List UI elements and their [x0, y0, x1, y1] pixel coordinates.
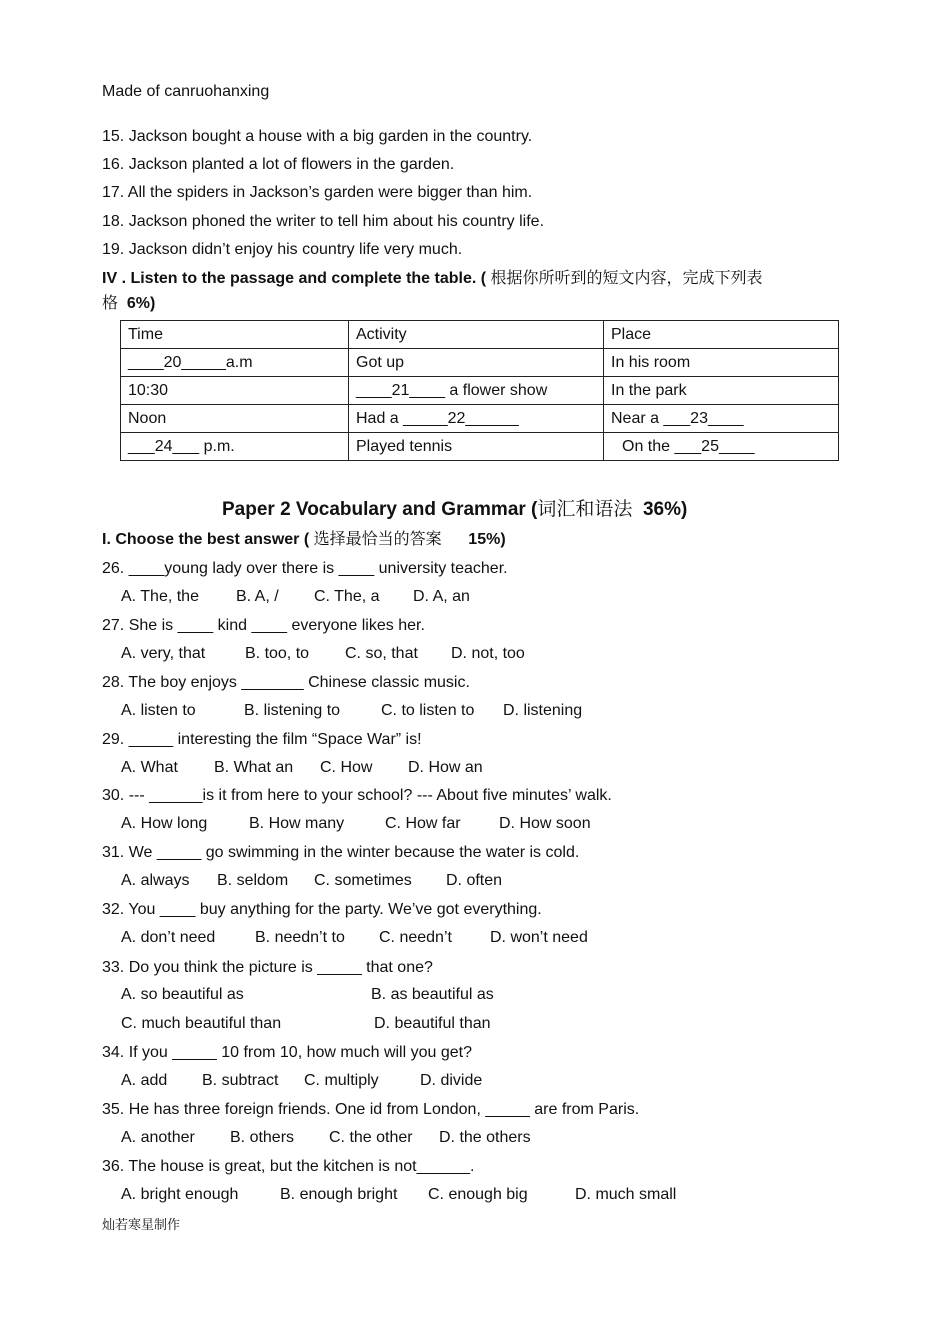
answer-option: A. don’t need	[121, 929, 216, 946]
answer-option: C. The, a	[314, 588, 380, 605]
table-cell: On the ___25____	[604, 433, 839, 461]
answer-option: A. another	[121, 1129, 195, 1146]
answer-option: D. How soon	[499, 815, 591, 832]
answer-option: A. How long	[121, 815, 208, 832]
section-iv-cn: 根据你所听到的短文内容，完成下列表	[490, 270, 763, 287]
table-cell: Had a _____22______	[349, 405, 604, 433]
answer-option: C. sometimes	[314, 872, 412, 889]
part-i-cn: 选择最恰当的答案	[313, 531, 442, 548]
answer-option: D. listening	[503, 702, 583, 719]
answer-option: D. A, an	[413, 588, 470, 605]
section-iv-en: IV . Listen to the passage and complete the table. (	[102, 270, 487, 287]
table-cell: Near a ___23____	[604, 405, 839, 433]
statement: 18. Jackson phoned the writer to tell him about his country life.	[102, 213, 545, 230]
table-cell: Played tennis	[349, 433, 604, 461]
answer-option: B. others	[230, 1129, 295, 1146]
table-cell: ___24___ p.m.	[121, 433, 349, 461]
answer-option: C. multiply	[304, 1072, 379, 1089]
answer-option: C. so, that	[345, 645, 418, 662]
table-cell: ____20_____a.m	[121, 349, 349, 377]
question-text: 31. We _____ go swimming in the winter because the water is cold.	[102, 844, 580, 861]
table-header-row	[121, 321, 839, 349]
section-iv-pct: 6%)	[126, 295, 156, 312]
answer-option: D. beautiful than	[374, 1015, 491, 1032]
section-iv-heading	[102, 270, 763, 288]
answer-option: A. bright enough	[121, 1186, 239, 1203]
section-iv-heading-cont	[102, 295, 155, 313]
question-text: 27. She is ____ kind ____ everyone likes her.	[102, 617, 425, 634]
question-text: 34. If you _____ 10 from 10, how much will you get?	[102, 1044, 472, 1061]
answer-option: A. very, that	[121, 645, 206, 662]
answer-option: C. How	[320, 759, 373, 776]
section-iv-cn2: 格	[102, 295, 119, 312]
statement: 15. Jackson bought a house with a big garden in the country.	[102, 128, 533, 145]
answer-option: C. much beautiful than	[121, 1015, 282, 1032]
table-cell: Noon	[121, 405, 349, 433]
table-row	[121, 349, 839, 377]
answer-option: B. as beautiful as	[371, 986, 494, 1003]
question-text: 33. Do you think the picture is _____ that one?	[102, 959, 433, 976]
answer-option: A. The, the	[121, 588, 199, 605]
answer-option: D. won’t need	[490, 929, 588, 946]
table-cell: In the park	[604, 377, 839, 405]
answer-option: B. needn’t to	[255, 929, 345, 946]
answer-option: D. the others	[439, 1129, 531, 1146]
question-text: 26. ____young lady over there is ____ university teacher.	[102, 560, 508, 577]
answer-option: A. listen to	[121, 702, 196, 719]
footer-text: 灿若寒星制作	[102, 1217, 181, 1232]
answer-option: B. too, to	[245, 645, 310, 662]
answer-option: A. always	[121, 872, 190, 889]
answer-option: D. divide	[420, 1072, 483, 1089]
header-text: Made of canruohanxing	[102, 83, 270, 100]
question-text: 36. The house is great, but the kitchen is not______.	[102, 1158, 475, 1175]
listening-table	[120, 320, 839, 461]
table-cell: Got up	[349, 349, 604, 377]
answer-option: C. to listen to	[381, 702, 475, 719]
answer-option: B. How many	[249, 815, 345, 832]
statement: 19. Jackson didn’t enjoy his country life very much.	[102, 241, 463, 258]
table-cell: 10:30	[121, 377, 349, 405]
answer-option: A. so beautiful as	[121, 986, 244, 1003]
header-cell: Time	[121, 321, 349, 349]
answer-option: D. not, too	[451, 645, 525, 662]
answer-option: D. much small	[575, 1186, 677, 1203]
answer-option: D. often	[446, 872, 503, 889]
paper2-title-cn: 词汇和语法	[537, 499, 633, 520]
statement: 16. Jackson planted a lot of flowers in the garden.	[102, 156, 455, 173]
part-i-label: I. Choose the best answer (	[102, 531, 310, 548]
answer-option: C. enough big	[428, 1186, 528, 1203]
part-i-pct: 15%)	[468, 531, 506, 548]
question-text: 30. --- ______is it from here to your school? --- About five minutes’ walk.	[102, 787, 612, 804]
answer-option: B. subtract	[202, 1072, 279, 1089]
header-cell: Place	[604, 321, 839, 349]
answer-option: D. How an	[408, 759, 483, 776]
answer-option: C. the other	[329, 1129, 413, 1146]
question-text: 32. You ____ buy anything for the party. We’ve got everything.	[102, 901, 542, 918]
table-row	[121, 405, 839, 433]
answer-option: B. listening to	[244, 702, 341, 719]
table-cell: In his room	[604, 349, 839, 377]
paper2-title	[222, 501, 687, 519]
question-text: 35. He has three foreign friends. One id from London, _____ are from Paris.	[102, 1101, 640, 1118]
question-text: 29. _____ interesting the film “Space War” is!	[102, 731, 422, 748]
answer-option: A. What	[121, 759, 178, 776]
answer-option: B. A, /	[236, 588, 279, 605]
answer-option: A. add	[121, 1072, 168, 1089]
question-text: 28. The boy enjoys _______ Chinese classic music.	[102, 674, 470, 691]
table-row	[121, 377, 839, 405]
table-row	[121, 433, 839, 461]
paper2-title-pct: 36%)	[642, 499, 688, 520]
answer-option: B. enough bright	[280, 1186, 398, 1203]
table-cell: ____21____ a flower show	[349, 377, 604, 405]
answer-option: B. seldom	[217, 872, 289, 889]
answer-option: B. What an	[214, 759, 294, 776]
answer-option: C. How far	[385, 815, 461, 832]
statement: 17. All the spiders in Jackson’s garden were bigger than him.	[102, 184, 533, 201]
answer-option: C. needn’t	[379, 929, 452, 946]
part-i-heading	[102, 531, 506, 549]
header-cell: Activity	[349, 321, 604, 349]
paper2-title-en: Paper 2 Vocabulary and Grammar (	[222, 499, 538, 520]
